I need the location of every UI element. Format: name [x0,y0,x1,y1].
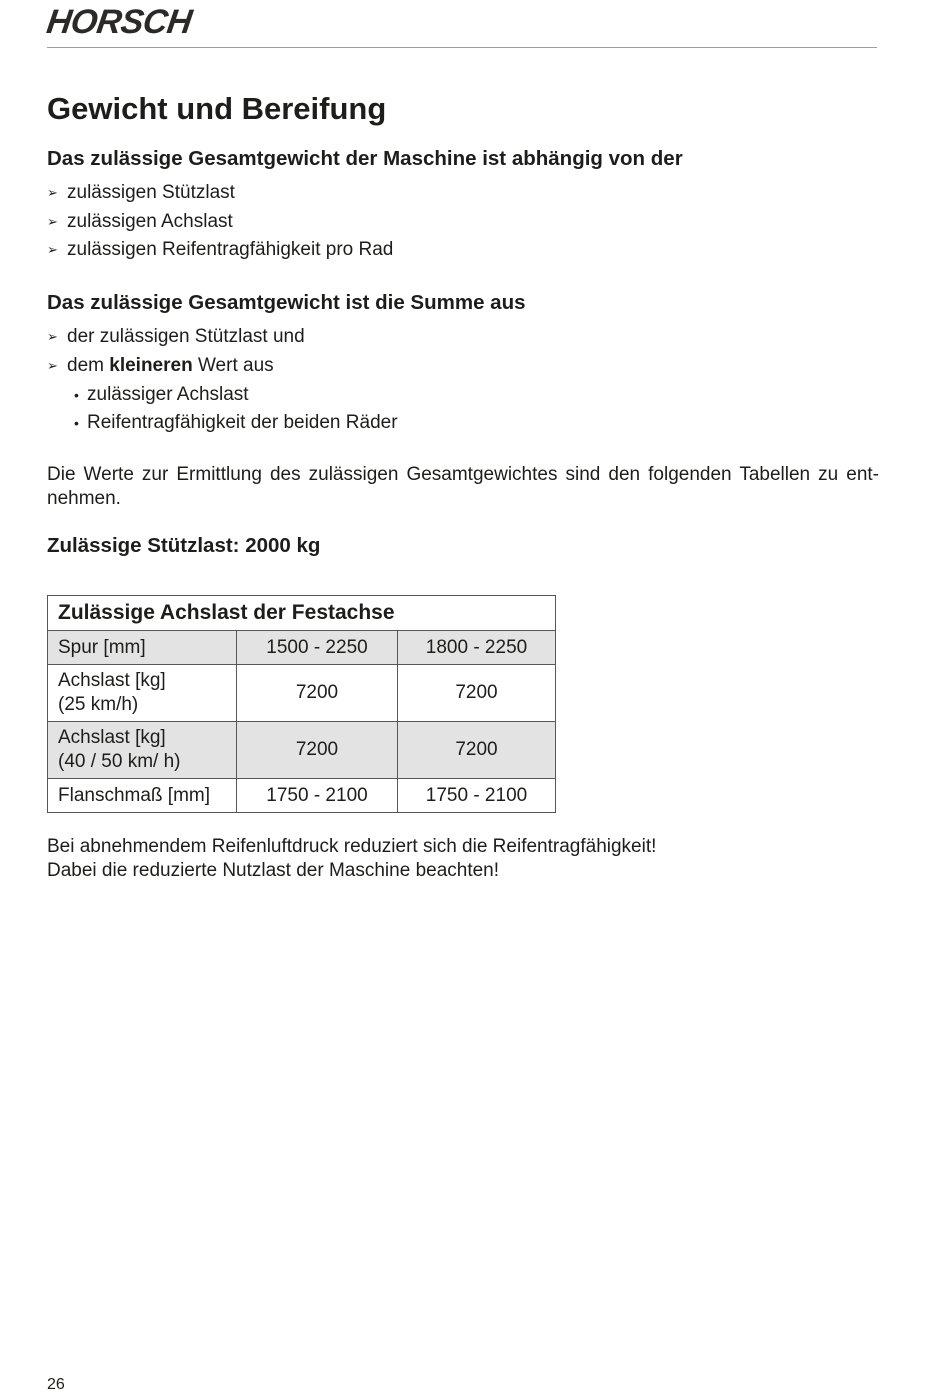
sublist-item-text: zulässiger Achslast [87,384,249,405]
list-item-text: der zulässigen Stützlast und [67,326,305,347]
table-row [48,665,556,722]
page-number: 26 [47,1376,65,1393]
stuetzlast-heading: Zulässige Stützlast: 2000 kg [47,534,321,557]
table-row [48,779,556,813]
arrow-bullet-icon: ➢ [47,357,58,373]
page-title: Gewicht und Bereifung [47,91,387,126]
list-item [47,323,305,352]
section2-sublist [74,381,398,437]
sublist-item-text: Reifentragfähigkeit der beiden Räder [87,412,398,433]
arrow-bullet-icon: ➢ [47,213,58,229]
arrow-bullet-icon: ➢ [47,329,58,344]
section2-heading: Das zulässige Gesamtgewicht ist die Summe aus [47,291,526,314]
table-cell: 1800 - 2250 [398,631,556,665]
list-item [47,352,305,381]
dot-bullet-icon: • [74,387,79,403]
header-divider [47,47,877,48]
section1-list [47,179,393,265]
arrow-bullet-icon: ➢ [47,185,58,200]
list-item-text: zulässigen Stützlast [67,182,235,203]
table-row [48,722,556,779]
table-row-label: Achslast [kg] (25 km/h) [48,665,237,722]
sublist-item [74,381,398,409]
horsch-logo: HORSCH [44,3,195,41]
list-item-text: zulässigen Achslast [67,210,233,232]
section1-heading: Das zulässige Gesamtgewicht der Maschine ist abhängig von der [47,147,683,170]
note-line1: Bei abnehmendem Reifenluftdruck reduziert sich die Reifentragfähigkeit! [47,836,657,857]
table-row-label: Flanschmaß [mm] [48,779,237,813]
table-row [48,631,556,665]
table-cell: 7200 [398,665,556,722]
sublist-item [74,409,398,437]
list-item [47,208,393,237]
intro-paragraph: Die Werte zur Ermittlung des zulässigen Gesamtgewichtes sind den folgenden Tabellen zu ent-nehmen. [47,464,879,509]
table-caption: Zulässige Achslast der Festachse [48,596,556,631]
note-line2: Dabei die reduzierte Nutzlast der Maschine beachten! [47,860,500,881]
list-item-text: zulässigen Reifentragfähigkeit pro Rad [67,239,394,260]
table-cell: 1500 - 2250 [237,631,398,665]
list-item-text: Wert aus [192,354,274,376]
list-item-text: dem [67,354,110,376]
emphasis-text: kleineren [109,354,193,376]
list-item [47,236,393,265]
arrow-bullet-icon: ➢ [47,242,58,257]
list-item [47,179,393,208]
table-cell: 7200 [237,722,398,779]
section2-list [47,323,305,380]
table-cell: 1750 - 2100 [398,779,556,813]
table-row-label: Achslast [kg] (40 / 50 km/ h) [48,722,237,779]
table-cell: 7200 [398,722,556,779]
table-cell: 1750 - 2100 [237,779,398,813]
table-row-label: Spur [mm] [48,631,237,665]
table-cell: 7200 [237,665,398,722]
dot-bullet-icon: • [74,415,79,431]
achslast-table [47,595,556,813]
